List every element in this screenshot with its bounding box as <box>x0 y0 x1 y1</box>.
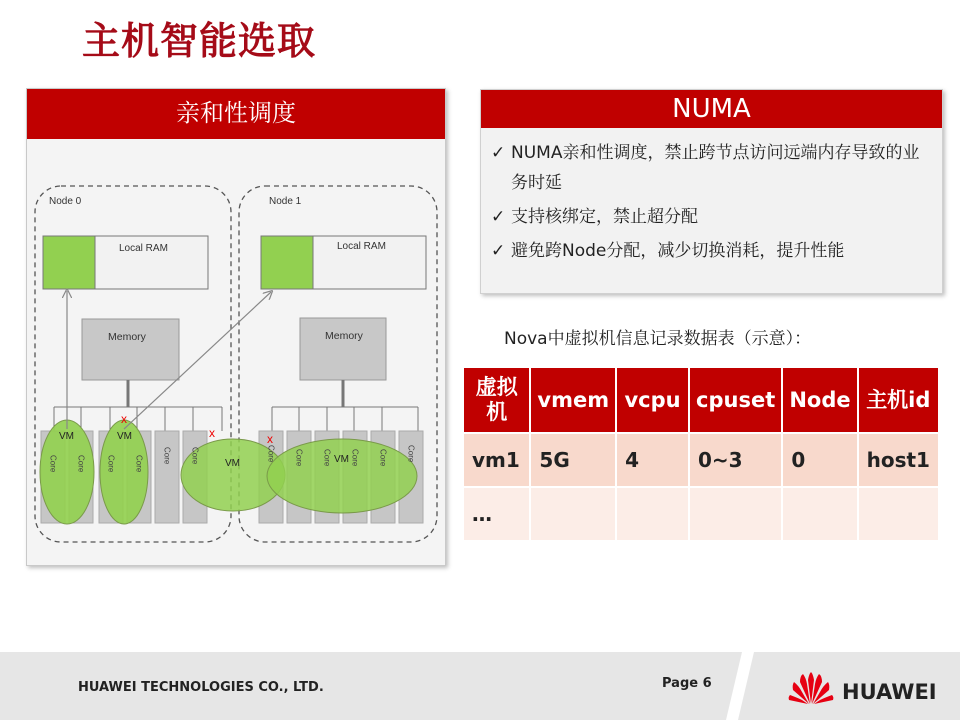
table-cell: … <box>464 487 530 540</box>
forbidden-mark-1: x <box>209 426 215 440</box>
core-4 <box>155 431 179 523</box>
table-caption: Nova中虚拟机信息记录数据表（示意）： <box>504 329 812 349</box>
bullet-item <box>491 236 936 266</box>
table-cell: 0~3 <box>689 433 782 487</box>
page-number: Page 6 <box>662 676 712 691</box>
numa-diagram <box>27 139 445 565</box>
forbidden-mark-2: x <box>267 432 273 446</box>
vm-label-2: VM <box>225 458 240 469</box>
bullet-text: 支持核绑定，禁止超分配 <box>511 207 698 227</box>
table-header-row <box>464 368 939 433</box>
vm-ellipse-3 <box>267 439 417 513</box>
table-cell <box>616 487 689 540</box>
affinity-panel-heading: 亲和性调度 <box>27 89 445 139</box>
column-header: 主机id <box>858 368 939 433</box>
bullet-text: NUMA亲和性调度，禁止跨节点访问远端内存导致的业务时延 <box>511 143 920 193</box>
memory-box-1 <box>300 318 386 380</box>
memory-label-0: Memory <box>108 331 146 343</box>
forbidden-mark-0: x <box>121 412 127 426</box>
table-cell: 0 <box>782 433 857 487</box>
core-vertical-label-1: Core <box>76 455 86 473</box>
bullet-text: 避免跨Node分配，减少切换消耗，提升性能 <box>511 241 845 261</box>
table-cell: 5G <box>530 433 616 487</box>
column-header: vcpu <box>616 368 689 433</box>
ram-used-block-0 <box>43 236 95 289</box>
column-header: cpuset <box>689 368 782 433</box>
node1-label: Node 1 <box>269 196 302 207</box>
core-vertical-label-7: Core <box>294 449 304 467</box>
vm-label-0: VM <box>59 431 74 442</box>
check-icon: ✓ <box>491 143 506 163</box>
core-vertical-label-0: Core <box>48 455 58 473</box>
vm-label-1: VM <box>117 431 132 442</box>
huawei-logo-icon <box>788 670 834 706</box>
table-cell <box>858 487 939 540</box>
table-cell: host1 <box>858 433 939 487</box>
table-cell: vm1 <box>464 433 530 487</box>
nova-vm-table <box>464 368 940 540</box>
numa-diagram-svg <box>27 139 445 565</box>
local-ram-label-0: Local RAM <box>119 243 168 254</box>
core-vertical-label-11: Core <box>406 445 416 463</box>
company-name: HUAWEI TECHNOLOGIES CO., LTD. <box>78 680 324 695</box>
ram-used-block-1 <box>261 236 313 289</box>
vm-label-3: VM <box>334 454 349 465</box>
table-cell <box>530 487 616 540</box>
bullet-item <box>491 138 936 198</box>
numa-panel-heading: NUMA <box>481 90 942 128</box>
table-cell: 4 <box>616 433 689 487</box>
table-cell <box>782 487 857 540</box>
table-cell <box>689 487 782 540</box>
core-vertical-label-9: Core <box>350 449 360 467</box>
core-vertical-label-3: Core <box>134 455 144 473</box>
core-vertical-label-8: Core <box>322 449 332 467</box>
node0-label: Node 0 <box>49 196 82 207</box>
local-ram-label-1: Local RAM <box>337 241 386 252</box>
bullet-item <box>491 202 936 232</box>
core-vertical-label-5: Core <box>190 447 200 465</box>
brand-name: HUAWEI <box>842 680 937 704</box>
core-vertical-label-2: Core <box>106 455 116 473</box>
numa-panel <box>480 89 943 294</box>
slide-title: 主机智能选取 <box>82 19 317 63</box>
core-vertical-label-6: Core <box>266 445 276 463</box>
memory-label-1: Memory <box>325 330 363 342</box>
memory-box-0 <box>82 319 179 380</box>
column-header: Node <box>782 368 857 433</box>
column-header: 虚拟机 <box>464 368 530 433</box>
numa-bullet-list <box>491 138 936 270</box>
affinity-panel <box>26 88 446 566</box>
column-header: vmem <box>530 368 616 433</box>
core-vertical-label-4: Core <box>162 447 172 465</box>
check-icon: ✓ <box>491 241 506 261</box>
core-vertical-label-10: Core <box>378 449 388 467</box>
table-row <box>464 433 939 487</box>
table-row <box>464 487 939 540</box>
check-icon: ✓ <box>491 207 506 227</box>
